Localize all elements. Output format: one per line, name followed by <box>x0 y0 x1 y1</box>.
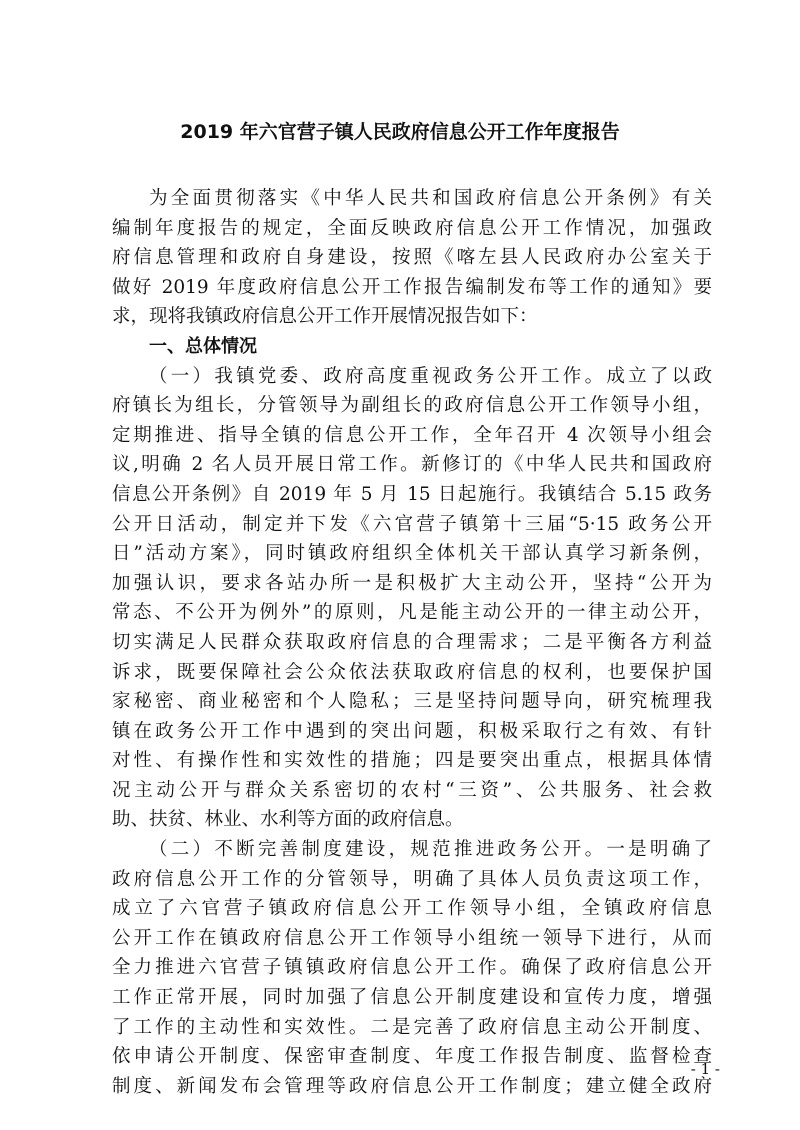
body-text-line: 助、扶贫、林业、水利等方面的政府信息。 <box>112 809 464 831</box>
body-text-line: 工作正常开展，同时加强了信息公开制度建设和宣传力度，增强 <box>112 987 712 1009</box>
body-text-line: 依申请公开制度、保密审查制度、年度工作报告制度、监督检查 <box>112 1046 712 1068</box>
body-text-line: 公开工作在镇政府信息公开工作领导小组统一领导下进行，从而 <box>112 927 712 949</box>
body-text-line: 做好 2019 年度政府信息公开工作报告编制发布等工作的通知》要 <box>112 276 712 298</box>
body-text-line: 成立了六官营子镇政府信息公开工作领导小组，全镇政府信息 <box>112 898 712 920</box>
body-text-line: 议,明确 2 名人员开展日常工作。新修订的《中华人民共和国政府 <box>112 454 712 476</box>
body-text-line: （二）不断完善制度建设，规范推进政务公开。一是明确了 <box>149 839 712 861</box>
section-heading: 一、总体情况 <box>149 335 257 357</box>
body-text-line: 镇在政务公开工作中遇到的突出问题，积极采取行之有效、有针 <box>112 720 712 742</box>
body-text-line: 求，现将我镇政府信息公开工作开展情况报告如下： <box>112 306 538 328</box>
body-text-line: 全力推进六官营子镇镇政府信息公开工作。确保了政府信息公开 <box>112 957 712 979</box>
body-text-line: 日”活动方案》，同时镇政府组织全体机关干部认真学习新条例， <box>112 543 712 565</box>
body-text-line: 加强认识，要求各站办所一是积极扩大主动公开，坚持“公开为 <box>112 572 712 594</box>
body-text-line: 诉求，既要保障社会公众依法获取政府信息的权利，也要保护国 <box>112 661 712 683</box>
body-text-line: 家秘密、商业秘密和个人隐私；三是坚持问题导向，研究梳理我 <box>112 691 712 713</box>
body-text-line: 信息公开条例》自 2019 年 5 月 15 日起施行。我镇结合 5.15 政务 <box>112 483 712 505</box>
body-text-line: 定期推进、指导全镇的信息公开工作，全年召开 4 次领导小组会 <box>112 424 712 446</box>
body-text-line: 制度、新闻发布会管理等政府信息公开工作制度；建立健全政府 <box>112 1075 712 1097</box>
body-text-line: 编制年度报告的规定，全面反映政府信息公开工作情况，加强政 <box>112 217 712 239</box>
body-text-line: （一）我镇党委、政府高度重视政务公开工作。成立了以政 <box>149 365 712 387</box>
document-body <box>112 184 712 1101</box>
document-title: 2019 年六官营子镇人民政府信息公开工作年度报告 <box>180 121 620 143</box>
page-number: - 1 - <box>690 1060 720 1078</box>
body-text-line: 切实满足人民群众获取政府信息的合理需求；二是平衡各方利益 <box>112 631 712 653</box>
body-text-line: 为全面贯彻落实《中华人民共和国政府信息公开条例》有关 <box>149 188 712 209</box>
body-text-line: 府镇长为组长，分管领导为副组长的政府信息公开工作领导小组， <box>112 395 712 417</box>
body-text-line: 政府信息公开工作的分管领导，明确了具体人员负责这项工作， <box>112 868 712 890</box>
body-text-line: 况主动公开与群众关系密切的农村“三资”、公共服务、社会救 <box>112 779 712 801</box>
body-text-line: 公开日活动，制定并下发《六官营子镇第十三届“5·15 政务公开 <box>112 513 712 535</box>
body-text-line: 对性、有操作性和实效性的措施；四是要突出重点，根据具体情 <box>112 750 712 772</box>
body-text-line: 了工作的主动性和实效性。二是完善了政府信息主动公开制度、 <box>112 1016 712 1038</box>
body-text-line: 府信息管理和政府自身建设，按照《喀左县人民政府办公室关于 <box>112 247 712 269</box>
body-text-line: 常态、不公开为例外”的原则，凡是能主动公开的一律主动公开， <box>112 602 712 624</box>
